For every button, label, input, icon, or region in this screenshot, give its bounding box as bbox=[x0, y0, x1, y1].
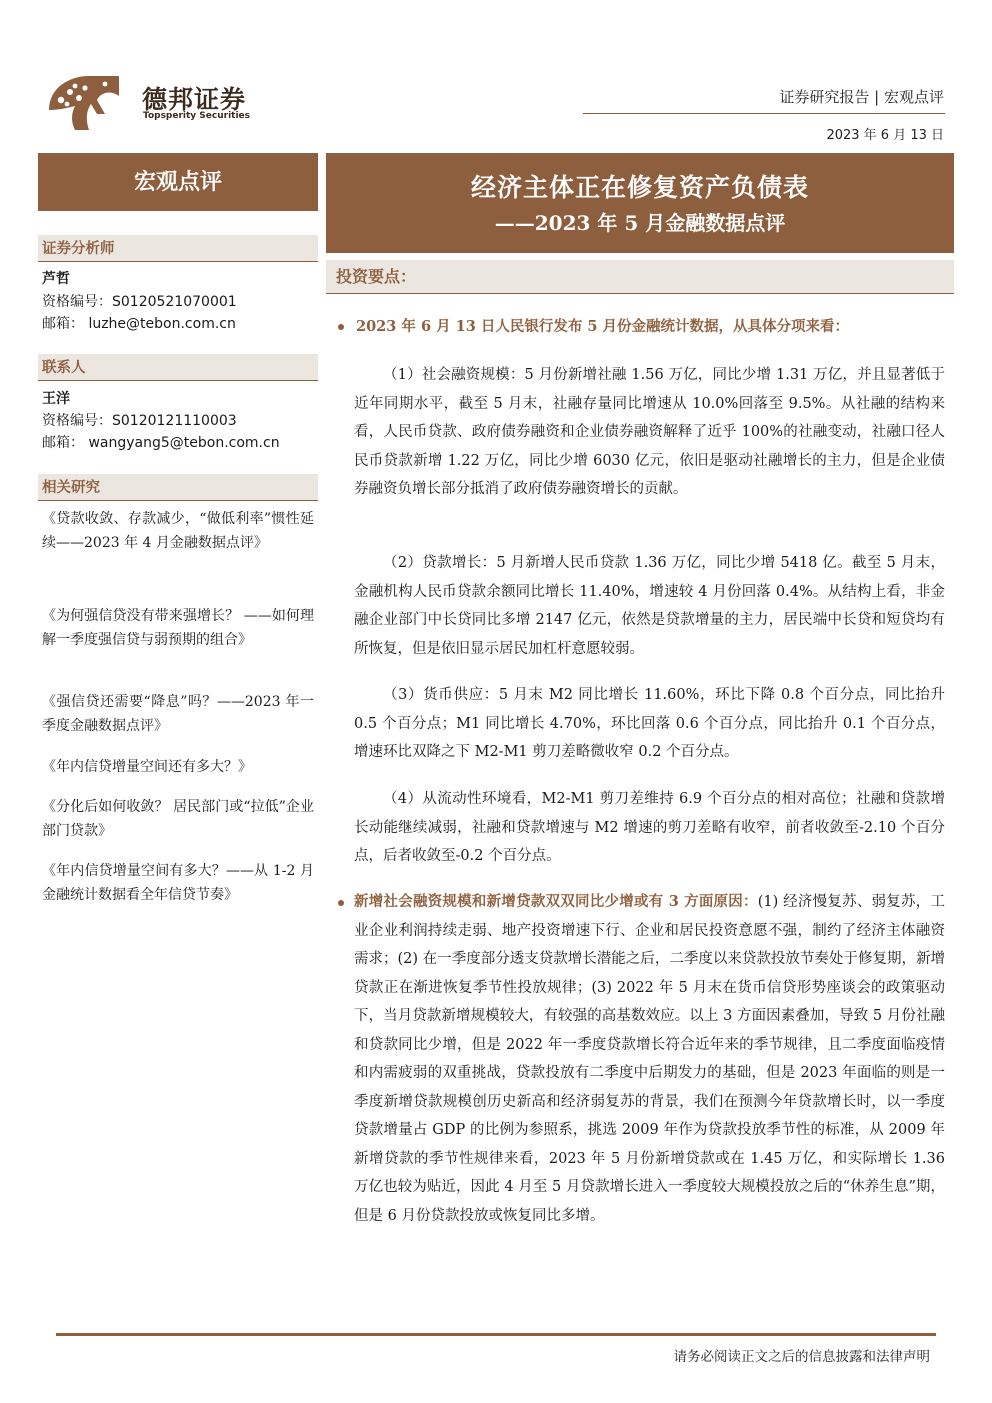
contact-heading bbox=[38, 354, 318, 381]
paragraph-social-financing: （1）社会融资规模：5 月份新增社融 1.56 万亿，同比少增 1.31 万亿，并且显著低于近年同期水平，截至 5 月末，社融存量同比增速从 10.0%回落至 9.5%。从社融的结构来看，人民币贷款、政府债券融资和企业债券融资解释了近乎 100%的社融变动，社融口径人民币贷款新增 1.22 万亿，同比少增 6030 亿元，依旧是驱动社融增长的主力，但是企业债券融资负增长部分抵消了政府债券融资增长的贡献。 bbox=[354, 367, 945, 497]
legal-disclaimer: 请务必阅读正文之后的信息披露和法律声明 bbox=[673, 1349, 930, 1365]
contact-heading-label: 联系人 bbox=[42, 359, 86, 376]
bullet-icon bbox=[338, 900, 344, 906]
bullet-icon bbox=[338, 324, 344, 330]
analyst-email: 邮箱： luzhe@tebon.com.cn bbox=[42, 316, 236, 332]
analyst-heading bbox=[38, 235, 318, 262]
paragraph-liquidity: （4）从流动性环境看，M2-M1 剪刀差维持 6.9 个百分点的相对高位；社融和贷款增长动能继续减弱，社融和贷款增速与 M2 增速的剪刀差略有收窄，前者收敛至-2.10 个百分点，后者收敛至-0.2 个百分点。 bbox=[354, 791, 945, 864]
related-item[interactable]: 《为何强信贷没有带来强增长？ ——如何理解一季度强信贷与弱预期的组合》 bbox=[42, 608, 314, 648]
analyst-heading-label: 证券分析师 bbox=[42, 240, 115, 257]
reasons-highlight: 新增社会融资规模和新增贷款双双同比少增或有 3 方面原因： bbox=[354, 893, 758, 910]
paragraph-money-supply: （3）货币供应：5 月末 M2 同比增长 11.60%，环比下降 0.8 个百分点，同比抬升 0.5 个百分点；M1 同比增长 4.70%，环比回落 0.6 个百分点，同比抬升 0.1 个百分点，增速环比双降之下 M2-M1 剪刀差略微收窄 0.2 个百分点。 bbox=[354, 687, 945, 760]
paragraph-reasons bbox=[354, 888, 945, 1230]
report-title: 经济主体正在修复资产负债表 bbox=[470, 173, 809, 202]
analyst-cert: 资格编号：S0120521070001 bbox=[42, 294, 237, 310]
related-item[interactable]: 《年内信贷增量空间有多大？——从 1-2 月金融统计数据看全年信贷节奏》 bbox=[42, 863, 314, 903]
related-item[interactable]: 《年内信贷增量空间还有多大？》 bbox=[42, 759, 252, 775]
leopard-logo-icon bbox=[45, 70, 123, 140]
related-item[interactable]: 《强信贷还需要“降息”吗？——2023 年一季度金融数据点评》 bbox=[42, 694, 314, 734]
report-type: 证券研究报告 | 宏观点评 bbox=[779, 88, 944, 106]
analyst-name: 芦哲 bbox=[42, 271, 70, 287]
key-points-heading bbox=[326, 260, 954, 294]
title-banner bbox=[326, 153, 954, 253]
related-research-heading bbox=[38, 474, 318, 501]
paragraph-loan-growth: （2）贷款增长：5 月新增人民币贷款 1.36 万亿，同比少增 5418 亿。截至 5 月末，金融机构人民币贷款余额同比增长 11.40%，增速较 4 月份回落 0.4%。从结构上看，非金融企业部门中长贷同比多增 2147 亿元，依然是贷款增量的主力，居民端中长贷和短贷均有所恢复，但是依旧显示居民加杠杆意愿较弱。 bbox=[354, 555, 945, 657]
contact-name: 王洋 bbox=[42, 391, 70, 407]
header-divider bbox=[583, 113, 945, 114]
report-date: 2023 年 6 月 13 日 bbox=[826, 128, 944, 143]
brand-english-name: Topsperity Securities bbox=[143, 111, 250, 121]
related-item[interactable]: 《贷款收敛、存款减少，“做低利率”惯性延续——2023 年 4 月金融数据点评》 bbox=[42, 511, 314, 551]
lead-point: 2023 年 6 月 13 日人民银行发布 5 月份金融统计数据，从具体分项来看： bbox=[356, 318, 850, 335]
key-points-label: 投资要点： bbox=[336, 267, 417, 286]
category-banner: 宏观点评 bbox=[38, 153, 318, 211]
contact-email: 邮箱： wangyang5@tebon.com.cn bbox=[42, 435, 280, 451]
related-heading-label: 相关研究 bbox=[42, 479, 100, 496]
report-subtitle: ——2023 年 5 月金融数据点评 bbox=[494, 211, 786, 235]
related-item[interactable]: 《分化后如何收敛？ 居民部门或“拉低”企业部门贷款》 bbox=[42, 799, 314, 839]
footer-divider bbox=[56, 1333, 936, 1336]
contact-cert: 资格编号：S0120121110003 bbox=[42, 413, 237, 429]
brand-name: 德邦证券 bbox=[142, 85, 247, 114]
company-logo bbox=[45, 70, 123, 140]
reasons-body: (1) 经济慢复苏、弱复苏，工业企业利润持续走弱、地产投资增速下行、企业和居民投资意愿不强，制约了经济主体融资需求；(2) 在一季度部分透支贷款增长潜能之后，二季度以来贷款投放节奏处于修复期，新增贷款正在渐进恢复季节性投放规律；(3) 2022 年 5 月末在货币信贷形势座谈会的政策驱动下，当月贷款新增规模较大，有较强的高基数效应。以上 3 方面因素叠加，导致 5 月份社融和贷款同比少增，但是 2022 年一季度贷款增长符合近年来的季节规律，且二季度面临疫情和内需疲弱的双重挑战，贷款投放有二季度中后期发力的基础，但是 2023 年面临的则是一季度新增贷款规模创历史新高和经济弱复苏的背景，我们在预测今年贷款增长时，以一季度贷款增量占 GDP 的比例为参照系，挑选 2009 年作为贷款投放季节性的标准，从 2009 年新增贷款的季节性规律来看，2023 年 5 月份新增贷款或在 1.45 万亿，和实际增长 1.36 万亿也较为贴近，因此 4 月至 5 月贷款增长进入一季度较大规模投放之后的“休养生息”期，但是 6 月份贷款投放或恢复同比多增。 bbox=[354, 894, 945, 1224]
